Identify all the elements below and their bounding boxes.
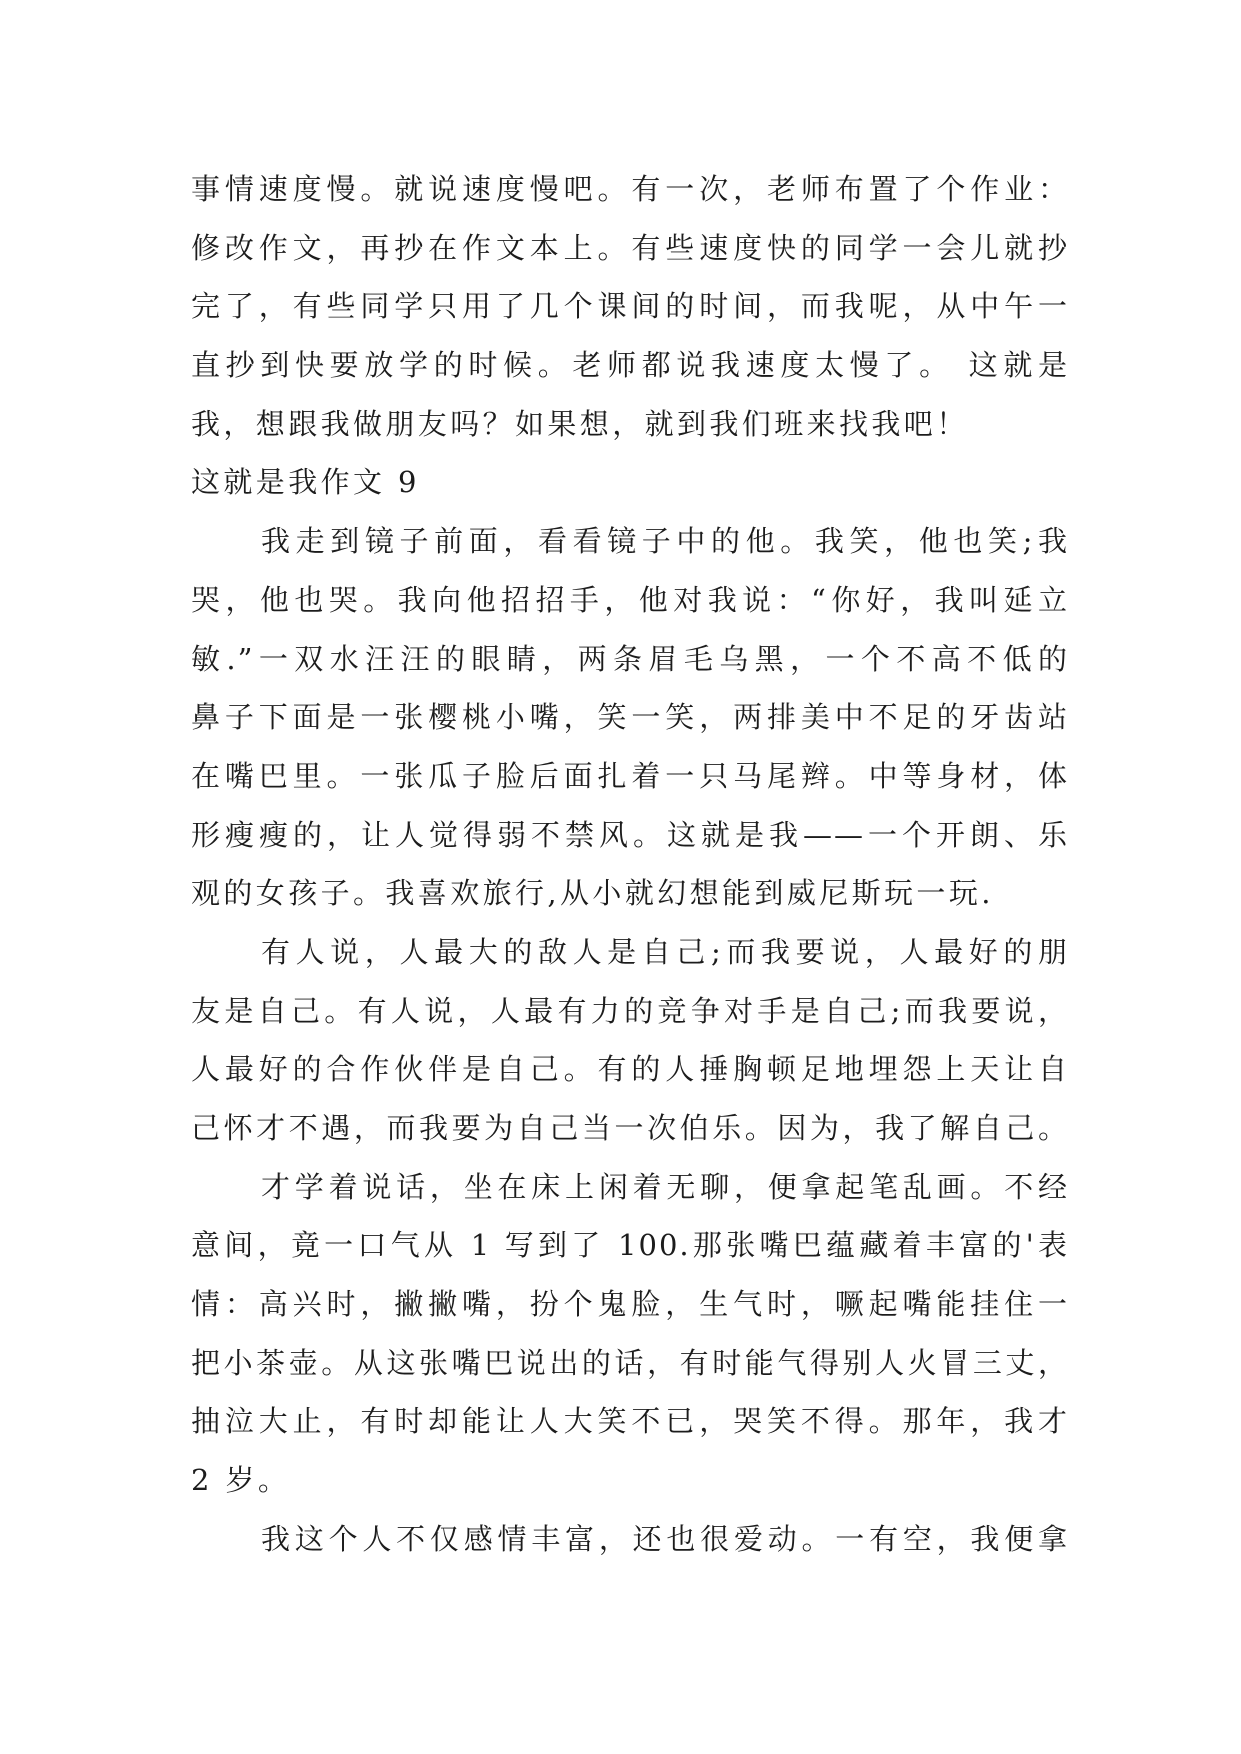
text-line: 完了，有些同学只用了几个课间的时间，而我呢，从中午一 bbox=[191, 289, 1069, 324]
text-line: 意间，竟一口气从 1 写到了 100.那张嘴巴蕴藏着丰富的'表 bbox=[191, 1228, 1069, 1263]
text-line: 把小茶壶。从这张嘴巴说出的话，有时能气得别人火冒三丈， bbox=[191, 1345, 1069, 1380]
paragraph bbox=[191, 1510, 1069, 1569]
section-heading: 这就是我作文 9 bbox=[191, 465, 420, 500]
text-line: 友是自己。有人说，人最有力的竞争对手是自己;而我要说， bbox=[191, 993, 1069, 1028]
text-line: 己怀才不遇，而我要为自己当一次伯乐。因为，我了解自己。 bbox=[191, 1111, 1069, 1145]
text-line: 鼻子下面是一张樱桃小嘴，笑一笑，两排美中不足的牙齿站 bbox=[191, 700, 1069, 735]
document-body bbox=[191, 160, 1069, 1569]
text-line: 我走到镜子前面，看看镜子中的他。我笑，他也笑;我 bbox=[261, 524, 1069, 559]
text-line: 在嘴巴里。一张瓜子脸后面扎着一只马尾辫。中等身材，体 bbox=[191, 758, 1069, 793]
text-line: 哭，他也哭。我向他招招手，他对我说：“你好，我叫延立 bbox=[191, 582, 1069, 617]
text-line: 才学着说话，坐在床上闲着无聊，便拿起笔乱画。不经 bbox=[261, 1169, 1069, 1204]
text-line: 直抄到快要放学的时候。老师都说我速度太慢了。 这就是 bbox=[191, 348, 1069, 383]
paragraph-continuation bbox=[191, 160, 1069, 453]
paragraph bbox=[191, 512, 1069, 923]
text-line: 形瘦瘦的，让人觉得弱不禁风。这就是我——一个开朗、乐 bbox=[191, 817, 1069, 852]
text-line: 我，想跟我做朋友吗？如果想，就到我们班来找我吧！ bbox=[191, 406, 969, 441]
paragraph bbox=[191, 1158, 1069, 1510]
text-line: 2 岁。 bbox=[191, 1463, 291, 1498]
paragraph bbox=[191, 923, 1069, 1158]
text-line: 有人说，人最大的敌人是自己;而我要说，人最好的朋 bbox=[261, 934, 1069, 969]
text-line: 抽泣大止，有时却能让人大笑不已，哭笑不得。那年，我才 bbox=[191, 1404, 1069, 1439]
text-line: 事情速度慢。就说速度慢吧。有一次，老师布置了个作业： bbox=[191, 172, 1069, 206]
text-line: 修改作文，再抄在作文本上。有些速度快的同学一会儿就抄 bbox=[191, 230, 1069, 265]
text-line: 观的女孩子。我喜欢旅行,从小就幻想能到威尼斯玩一玩. bbox=[191, 876, 994, 911]
text-line: 敏.”一双水汪汪的眼睛，两条眉毛乌黑，一个不高不低的 bbox=[191, 641, 1069, 676]
text-line: 我这个人不仅感情丰富，还也很爱动。一有空，我便拿 bbox=[261, 1521, 1069, 1556]
text-line: 人最好的合作伙伴是自己。有的人捶胸顿足地埋怨上天让自 bbox=[191, 1052, 1069, 1087]
text-line: 情：高兴时，撇撇嘴，扮个鬼脸，生气时，噘起嘴能挂住一 bbox=[191, 1287, 1069, 1322]
